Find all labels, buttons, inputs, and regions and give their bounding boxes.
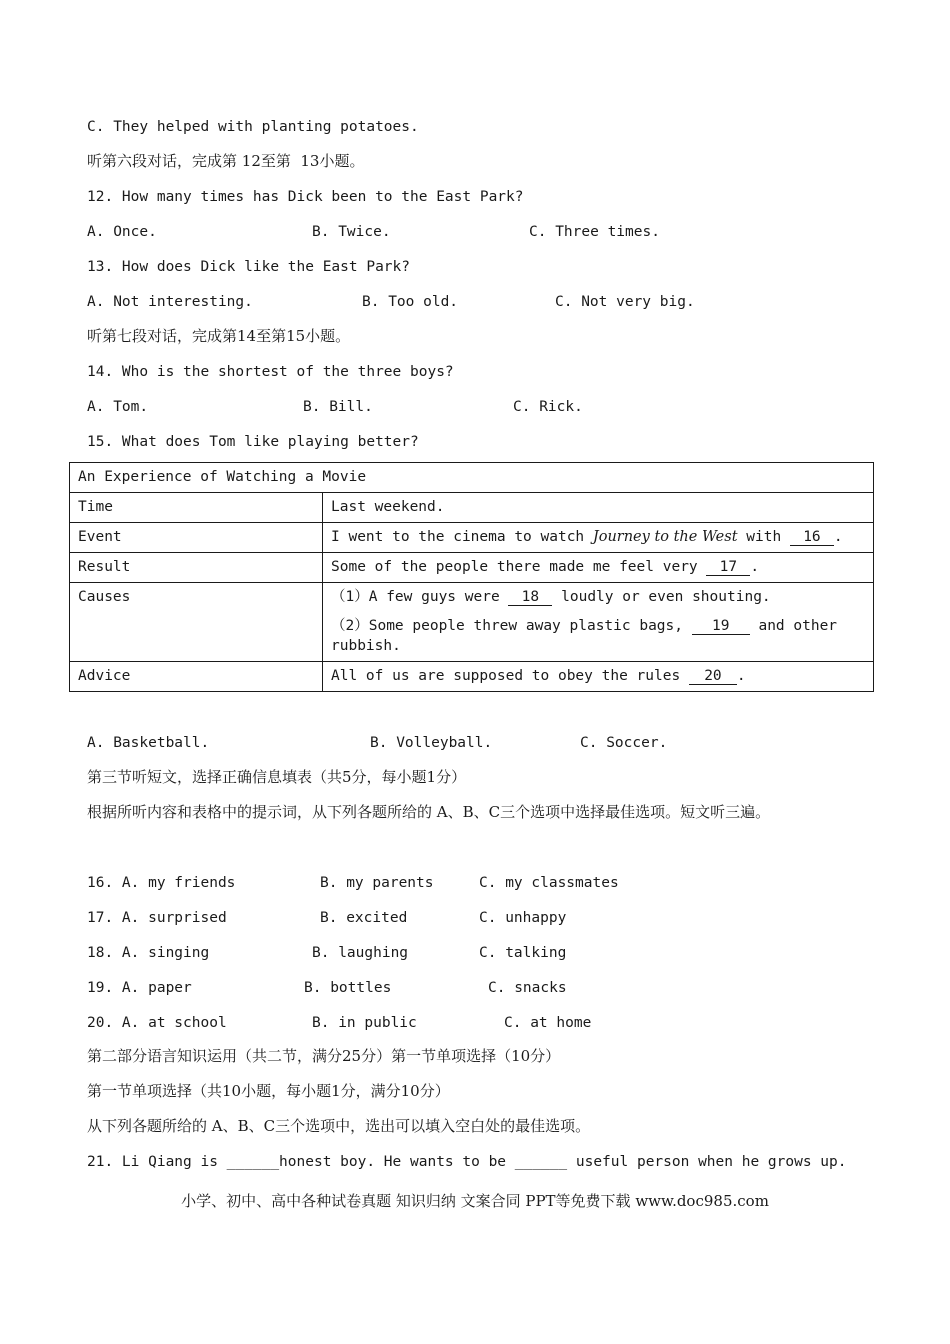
causes-value	[323, 583, 874, 662]
q18-option-a: 18. A. singing	[87, 945, 210, 961]
result-value: Some of the people there made me feel very 17 .	[323, 553, 874, 583]
q20-option-c: C. at home	[504, 1015, 592, 1031]
q13-option-c: C. Not very big.	[555, 294, 695, 310]
blank-19: 19	[692, 618, 750, 635]
part2-title: 第二部分语言知识运用（共二节，满分25分）第一节单项选择（10分）	[87, 1047, 561, 1065]
section7-instruction: 听第七段对话，完成第14至第15小题。	[87, 327, 351, 345]
part3-title: 第三节听短文，选择正确信息填表（共5分，每小题1分）	[87, 768, 467, 786]
question-12: 12. How many times has Dick been to the East Park?	[87, 189, 524, 205]
q13-option-a: A. Not interesting.	[87, 294, 253, 310]
time-value: Last weekend.	[323, 493, 874, 523]
table-title: An Experience of Watching a Movie	[70, 463, 874, 493]
q17-option-a: 17. A. surprised	[87, 910, 227, 926]
blank-20: 20	[689, 668, 737, 685]
part2-subtitle: 第一节单项选择（共10小题，每小题1分，满分10分）	[87, 1082, 450, 1100]
blank-18: 18	[508, 589, 552, 606]
blank-16: 16	[790, 529, 834, 546]
page-footer: 小学、初中、高中各种试卷真题 知识归纳 文案合同 PPT等免费下载 www.doc985.com	[181, 1192, 769, 1210]
time-label: Time	[70, 493, 323, 523]
q15-option-b: B. Volleyball.	[370, 735, 493, 751]
q19-option-b: B. bottles	[304, 980, 392, 996]
section6-instruction: 听第六段对话，完成第 12至第 13小题。	[87, 152, 365, 170]
q11-option-c: C. They helped with planting potatoes.	[87, 119, 419, 135]
q13-option-b: B. Too old.	[362, 294, 459, 310]
q14-option-c: C. Rick.	[513, 399, 583, 415]
q20-option-a: 20. A. at school	[87, 1015, 227, 1031]
event-value: I went to the cinema to watch Journey to the West with 16 .	[323, 523, 874, 553]
q17-option-b: B. excited	[320, 910, 408, 926]
q19-option-c: C. snacks	[488, 980, 567, 996]
q12-option-b: B. Twice.	[312, 224, 391, 240]
part3-instruction: 根据所听内容和表格中的提示词，从下列各题所给的 A、B、C三个选项中选择最佳选项。短文听三遍。	[87, 803, 771, 821]
blank-17: 17	[706, 559, 750, 576]
q12-option-a: A. Once.	[87, 224, 157, 240]
q14-option-b: B. Bill.	[303, 399, 373, 415]
q16-option-c: C. my classmates	[479, 875, 619, 891]
movie-title: Journey to the West	[592, 529, 738, 545]
q19-option-a: 19. A. paper	[87, 980, 192, 996]
q12-option-c: C. Three times.	[529, 224, 660, 240]
cause-1: （1）A few guys were 18 loudly or even shouting.	[331, 589, 771, 605]
causes-label: Causes	[70, 583, 323, 662]
q20-option-b: B. in public	[312, 1015, 417, 1031]
q16-option-a: 16. A. my friends	[87, 875, 236, 891]
cause-2: （2）Some people threw away plastic bags, 19 and other rubbish.	[331, 618, 838, 654]
q16-option-b: B. my parents	[320, 875, 434, 891]
q14-option-a: A. Tom.	[87, 399, 149, 415]
q15-option-a: A. Basketball.	[87, 735, 210, 751]
movie-experience-table	[69, 462, 874, 692]
q18-option-b: B. laughing	[312, 945, 409, 961]
event-label: Event	[70, 523, 323, 553]
q15-option-c: C. Soccer.	[580, 735, 668, 751]
question-15: 15. What does Tom like playing better?	[87, 434, 419, 450]
part2-instruction: 从下列各题所给的 A、B、C三个选项中，选出可以填入空白处的最佳选项。	[87, 1117, 591, 1135]
result-label: Result	[70, 553, 323, 583]
q18-option-c: C. talking	[479, 945, 567, 961]
question-21: 21. Li Qiang is ______honest boy. He wants to be ______ useful person when he grows up.	[87, 1154, 847, 1170]
advice-label: Advice	[70, 662, 323, 692]
question-13: 13. How does Dick like the East Park?	[87, 259, 411, 275]
question-14: 14. Who is the shortest of the three boys?	[87, 364, 454, 380]
q17-option-c: C. unhappy	[479, 910, 567, 926]
advice-value: All of us are supposed to obey the rules 20 .	[323, 662, 874, 692]
